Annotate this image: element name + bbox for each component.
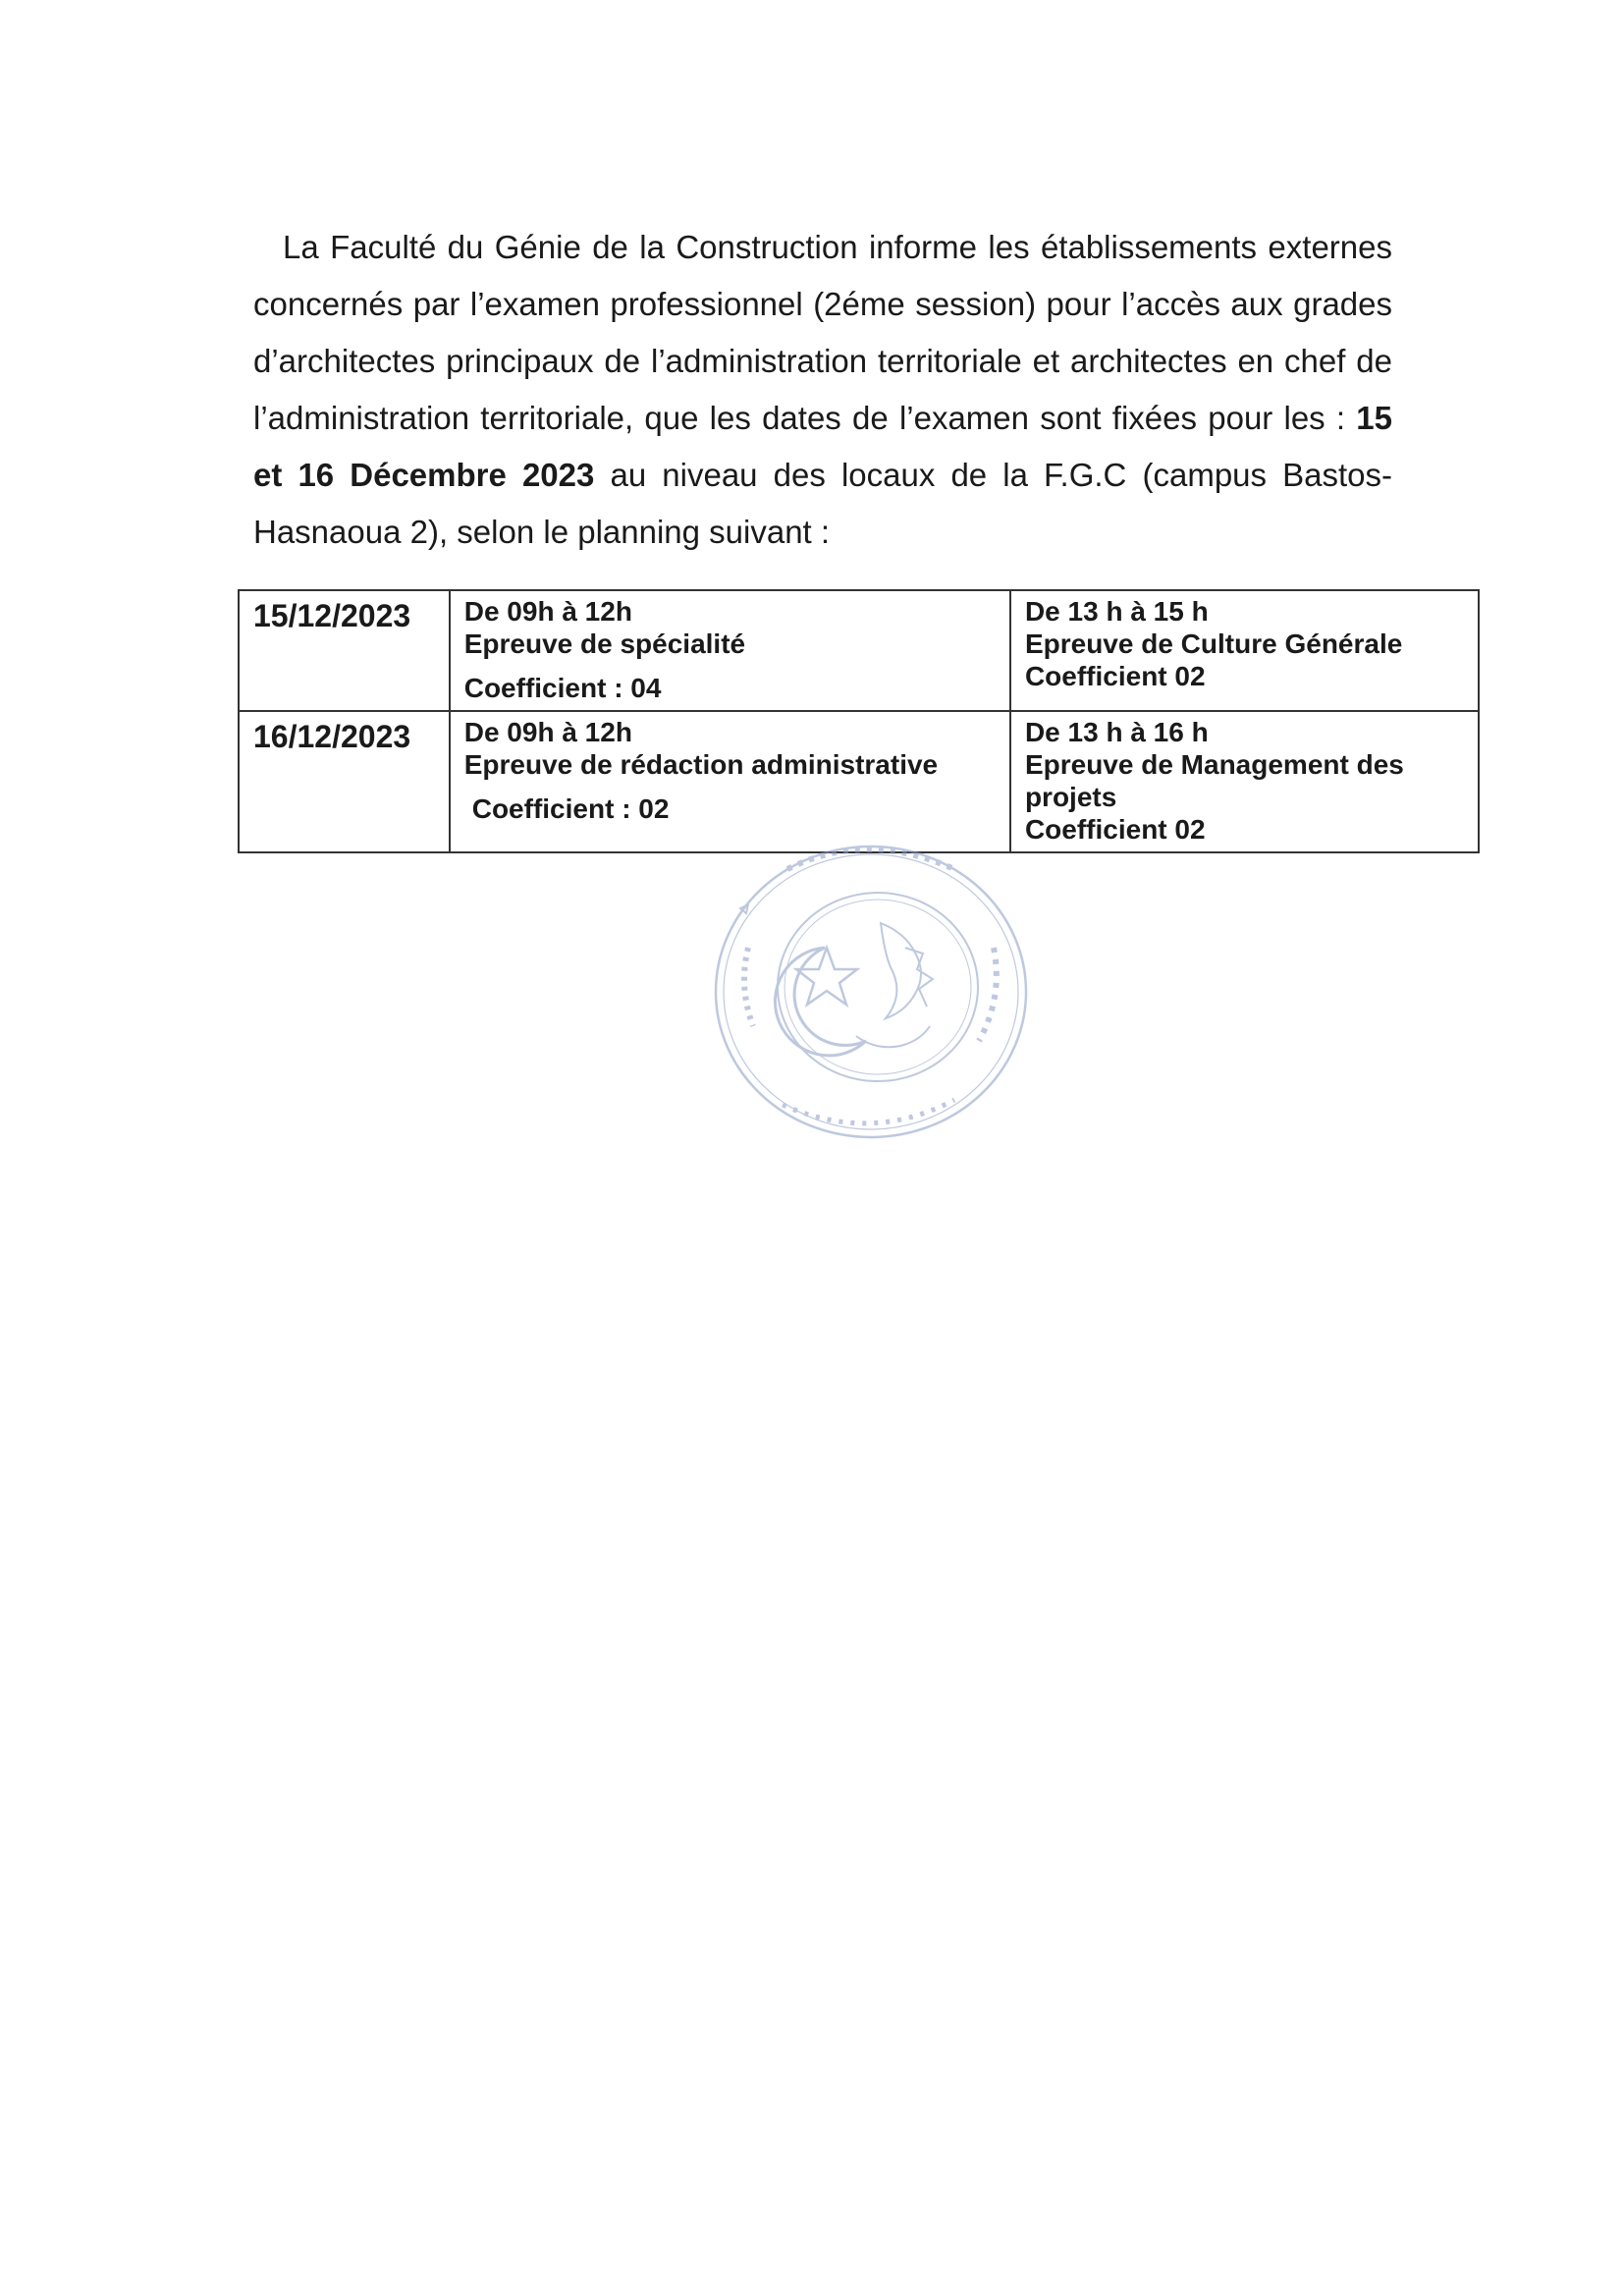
schedule-date: 16/12/2023 [239,711,450,852]
slot-exam: Epreuve de Culture Générale [1024,629,1403,659]
slot-time: De 13 h à 16 h [1024,717,1209,747]
slot-exam: Epreuve de rédaction administrative [463,749,939,780]
afternoon-slot [1010,590,1479,711]
slot-coefficient: Coefficient 02 [1024,814,1206,845]
slot-time: De 09h à 12h [463,717,632,747]
morning-slot [450,711,1010,852]
slot-time: De 09h à 12h [463,596,632,627]
slot-exam: Epreuve de Management des projets [1024,749,1404,812]
official-seal-icon [709,840,1033,1144]
afternoon-slot [1010,711,1479,852]
slot-coefficient: Coefficient 02 [1024,661,1206,691]
slot-exam: Epreuve de spécialité [463,629,746,659]
slot-coefficient: Coefficient : 04 [463,673,662,703]
slot-coefficient: Coefficient : 02 [471,793,670,824]
exam-schedule-table [238,589,1480,853]
table-row [239,590,1479,711]
slot-time: De 13 h à 15 h [1024,596,1209,627]
schedule-date: 15/12/2023 [239,590,450,711]
morning-slot [450,590,1010,711]
intro-dates: 15 et 16 Décembre 2023 [253,400,1392,493]
intro-text-part2: au niveau des locaux de la F.G.C (campus Bastos- Hasnaoua 2), selon le planning suivant : [253,457,1393,550]
intro-text-part1: La Faculté du Génie de la Construction informe les établissements externes concernés par l’examen professionnel (2éme session) pour l’accès aux grades d’architectes principaux de l’administration territoriale et architectes en chef de l’administration territoriale, que les dates de l’examen sont fixées pour les : [253,229,1392,436]
table-row [239,711,1479,852]
intro-paragraph [253,219,1392,561]
